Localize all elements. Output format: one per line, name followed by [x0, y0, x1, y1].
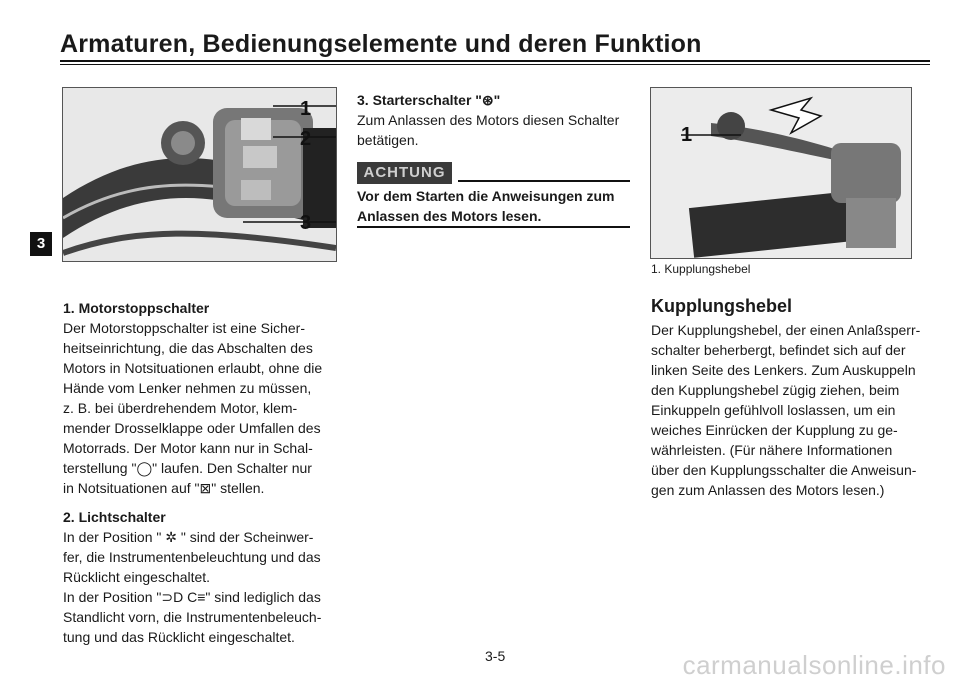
section-heading: 2. Lichtschalter: [63, 509, 166, 525]
handlebar-switch-photo: [62, 87, 337, 262]
section-heading: 3. Starterschalter "⊛": [357, 92, 501, 108]
warning-rule-top: [458, 180, 630, 182]
text-line: weiches Einrücken der Kupplung zu ge-: [651, 422, 898, 438]
text-line: Rücklicht eingeschaltet.: [63, 569, 211, 585]
warning-line: Vor dem Starten die Anweisungen zum: [357, 188, 615, 204]
text-line: z. B. bei überdrehendem Motor, klem-: [63, 400, 298, 416]
text-line: betätigen.: [357, 132, 419, 148]
warning-text: [357, 186, 614, 226]
warning-line: Anlassen des Motors lesen.: [357, 208, 542, 224]
callout-clutch-1: 1: [681, 124, 693, 146]
title-rule-thin: [60, 64, 930, 65]
callout-2: 2: [300, 128, 312, 150]
text-line: Hände vom Lenker nehmen zu müssen,: [63, 380, 312, 396]
text-line: In der Position " ✲ " sind der Scheinwer-: [63, 529, 314, 545]
text-line: terstellung "◯" laufen. Den Schalter nur: [63, 460, 312, 476]
text-line: in Notsituationen auf "⊠" stellen.: [63, 480, 265, 496]
text-line: tung und das Rücklicht eingeschaltet.: [63, 629, 295, 645]
chapter-tab: 3: [30, 232, 52, 256]
text-line: mender Drosselklappe oder Umfallen des: [63, 420, 321, 436]
figure-caption: 1. Kupplungshebel: [651, 262, 751, 276]
text-line: Motors in Notsituationen erlaubt, ohne die: [63, 360, 323, 376]
section-kupplungshebel: [651, 320, 920, 500]
callout-1: 1: [300, 98, 312, 120]
text-line: über den Kupplungsschalter die Anweisun-: [651, 462, 917, 478]
text-line: Einkuppeln gefühlvoll loslassen, um ein: [651, 402, 896, 418]
text-line: Zum Anlassen des Motors diesen Schalter: [357, 112, 620, 128]
warning-badge: ACHTUNG: [357, 162, 452, 184]
text-line: Der Motorstoppschalter ist eine Sicher-: [63, 320, 305, 336]
text-line: den Kupplungshebel zügig ziehen, beim: [651, 382, 900, 398]
text-line: gen zum Anlassen des Motors lesen.): [651, 482, 885, 498]
section-starterschalter: [357, 90, 619, 150]
text-line: In der Position "⊃D C≡" sind lediglich das: [63, 589, 321, 605]
text-line: Standlicht vorn, die Instrumentenbeleuch-: [63, 609, 322, 625]
clutch-lever-illustration: [651, 88, 911, 258]
section-lichtschalter: [63, 507, 321, 647]
text-line: Motorrads. Der Motor kann nur in Schal-: [63, 440, 313, 456]
handlebar-switch-illustration: [63, 88, 336, 261]
section-title-kupplungshebel: Kupplungshebel: [651, 296, 792, 316]
page-number: 3-5: [485, 648, 506, 664]
text-line: währleisten. (Für nähere Informationen: [651, 442, 893, 458]
text-line: schalter beherbergt, befindet sich auf der: [651, 342, 906, 358]
text-line: Der Kupplungshebel, der einen Anlaßsperr-: [651, 322, 921, 338]
title-rule: [60, 60, 930, 62]
section-motorstoppschalter: [63, 298, 322, 498]
text-line: fer, die Instrumentenbeleuchtung und das: [63, 549, 321, 565]
page-title: Armaturen, Bedienungselemente und deren Funktion: [60, 30, 702, 58]
text-line: heitseinrichtung, die das Abschalten des: [63, 340, 313, 356]
watermark: carmanualsonline.info: [682, 650, 946, 680]
warning-rule-bottom: [357, 226, 630, 228]
clutch-lever-photo: [650, 87, 912, 259]
section-heading: 1. Motorstoppschalter: [63, 300, 210, 316]
callout-3: 3: [300, 212, 312, 234]
text-line: linken Seite des Lenkers. Zum Auskuppeln: [651, 362, 916, 378]
